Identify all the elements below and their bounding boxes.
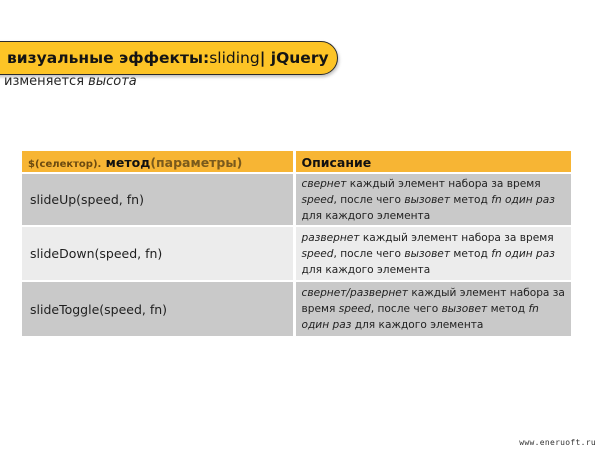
method-name: slideToggle(speed, fn) (22, 281, 294, 336)
subtitle (4, 74, 137, 89)
subtitle-prefix: изменяется (4, 74, 89, 89)
header-params: (параметры) (150, 155, 243, 170)
description-emphasis: fn один раз (491, 193, 555, 206)
description-text: метод (487, 303, 529, 315)
description-emphasis: развернет (301, 231, 360, 244)
description-text: метод (450, 193, 492, 206)
header-method: метод (101, 155, 151, 170)
description-text: для каждого элемента (351, 319, 484, 331)
title-jquery-part: | jQuery (259, 49, 329, 67)
description-emphasis: свернет/развернет (301, 287, 408, 299)
description-emphasis: свернет (301, 177, 347, 190)
watermark: www.eneruoft.ru (519, 438, 596, 447)
description-emphasis: speed (338, 303, 371, 315)
table-row (22, 226, 571, 281)
method-name: slideDown(speed, fn) (22, 226, 294, 281)
description-text: каждый элемент набора за время (301, 287, 565, 315)
method-description (294, 281, 571, 336)
methods-table (22, 151, 571, 336)
table-header-row (22, 151, 571, 173)
description-text: , после чего (370, 303, 442, 315)
method-description (294, 173, 571, 226)
description-text: , после чего (333, 193, 405, 206)
description-emphasis: вызовет (404, 247, 450, 260)
subtitle-emphasis: высота (88, 74, 137, 89)
header-description-cell (294, 151, 571, 173)
header-selector: $(селектор). (28, 159, 102, 170)
header-method-cell (22, 151, 294, 173)
description-emphasis: speed (301, 247, 334, 260)
table-row (22, 281, 571, 336)
description-text: для каждого элемента (301, 263, 431, 276)
description-emphasis: вызовет (441, 303, 488, 315)
description-emphasis: speed (301, 193, 334, 206)
description-text: каждый элемент набора за время (346, 177, 541, 190)
description-text: метод (450, 247, 492, 260)
description-emphasis: fn один раз (491, 247, 555, 260)
description-emphasis: вызовет (404, 193, 450, 206)
method-name: slideUp(speed, fn) (22, 173, 294, 226)
table-row (22, 173, 571, 226)
description-text: каждый элемент набора за время (359, 231, 554, 244)
description-text: для каждого элемента (301, 209, 431, 222)
header-description: Описание (301, 155, 372, 170)
description-emphasis: fn один раз (301, 303, 539, 331)
title-normal-part: sliding (209, 49, 260, 67)
title-bold-part: визуальные эффекты: (7, 49, 210, 67)
title-banner (0, 41, 338, 75)
description-text: , после чего (333, 247, 405, 260)
method-description (294, 226, 571, 281)
